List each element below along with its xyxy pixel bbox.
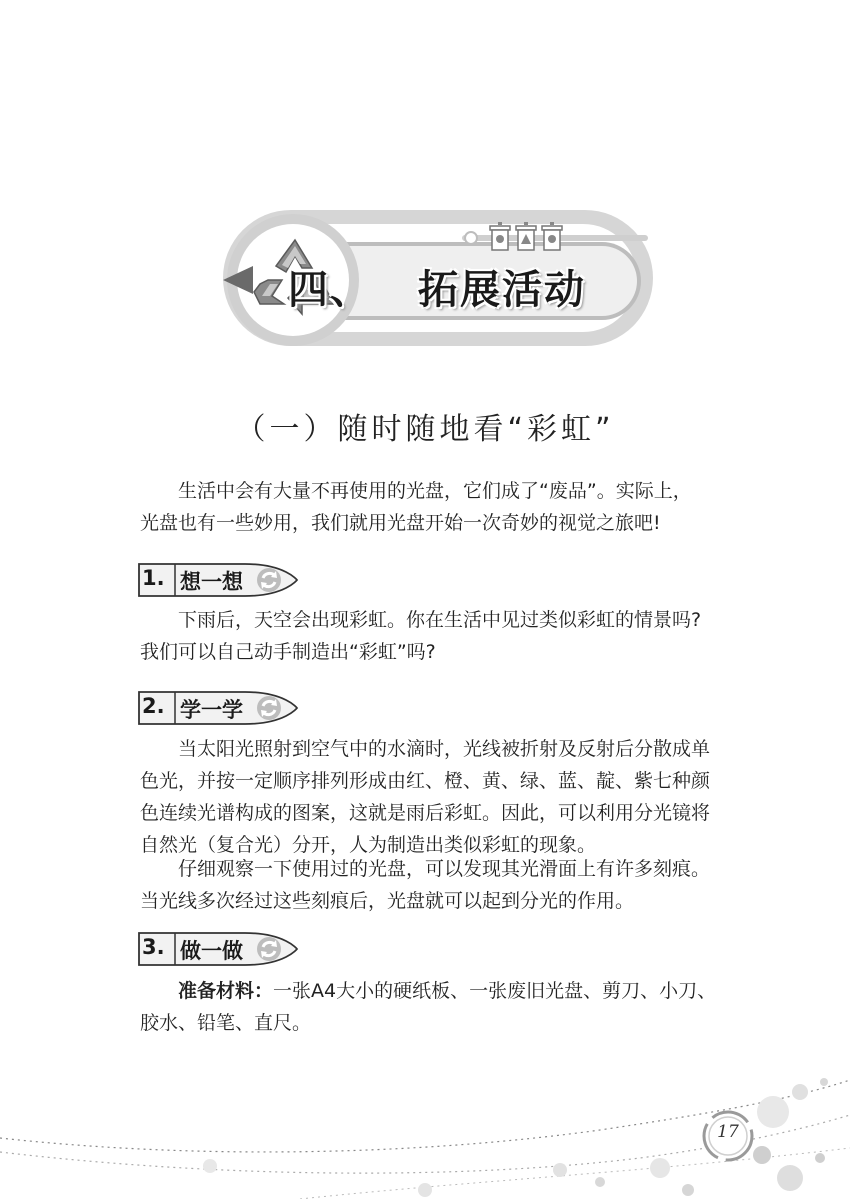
materials-text-1: 一张A4大小的硬纸板、一张废旧光盘、剪刀、小刀、 xyxy=(273,980,717,1002)
subsection-1-paragraph xyxy=(140,604,720,668)
s2-p1-line-2: 色光，并按一定顺序排列形成由红、橙、黄、绿、蓝、靛、紫七种颜 xyxy=(140,770,711,792)
s2-p1-line-4: 自然光（复合光）分开，人为制造出类似彩虹的现象。 xyxy=(140,834,597,856)
page-number: 17 xyxy=(717,1122,739,1142)
subsection-2-paragraph-2 xyxy=(140,853,720,917)
subsection-3-materials xyxy=(140,975,720,1039)
chapter-title-text: 拓展活动 xyxy=(418,267,586,313)
subsection-3-title: 做一做 xyxy=(180,939,243,963)
s1-line-1: 下雨后，天空会出现彩虹。你在生活中见过类似彩虹的情景吗? xyxy=(178,609,702,631)
refresh-icon xyxy=(254,934,284,964)
s2-p2-line-1: 仔细观察一下使用过的光盘，可以发现其光滑面上有许多刻痕。 xyxy=(178,858,711,880)
materials-line-2: 胶水、铅笔、直尺。 xyxy=(140,1012,312,1034)
intro-line-1: 生活中会有大量不再使用的光盘，它们成了“废品”。实际上， xyxy=(178,480,692,502)
subsection-2-paragraph-1 xyxy=(140,733,720,861)
subsection-2-title: 学一学 xyxy=(180,698,243,722)
refresh-icon xyxy=(254,565,284,595)
s1-line-2: 我们可以自己动手制造出“彩虹”吗? xyxy=(140,641,436,663)
s2-p1-line-3: 色连续光谱构成的图案，这就是雨后彩虹。因此，可以利用分光镜将 xyxy=(140,802,711,824)
trash-bin-icon xyxy=(488,220,568,252)
s2-p2-line-2: 当光线多次经过这些刻痕后，光盘就可以起到分光的作用。 xyxy=(140,890,635,912)
s2-p1-line-1: 当太阳光照射到空气中的水滴时，光线被折射及反射后分散成单 xyxy=(178,738,711,760)
subsection-1-title: 想一想 xyxy=(180,570,243,594)
subsection-2-number: 2. xyxy=(142,694,165,718)
chapter-number: 四、 xyxy=(288,267,372,313)
materials-label: 准备材料： xyxy=(178,980,274,1002)
intro-paragraph xyxy=(140,475,720,539)
intro-line-2: 光盘也有一些妙用，我们就用光盘开始一次奇妙的视觉之旅吧! xyxy=(140,512,661,534)
refresh-icon xyxy=(254,693,284,723)
subsection-3-number: 3. xyxy=(142,935,165,959)
chapter-title xyxy=(288,258,588,318)
materials-line-1 xyxy=(140,975,720,1007)
section-title: （一）随时随地看“彩虹” xyxy=(235,412,615,447)
subsection-1-number: 1. xyxy=(142,566,165,590)
